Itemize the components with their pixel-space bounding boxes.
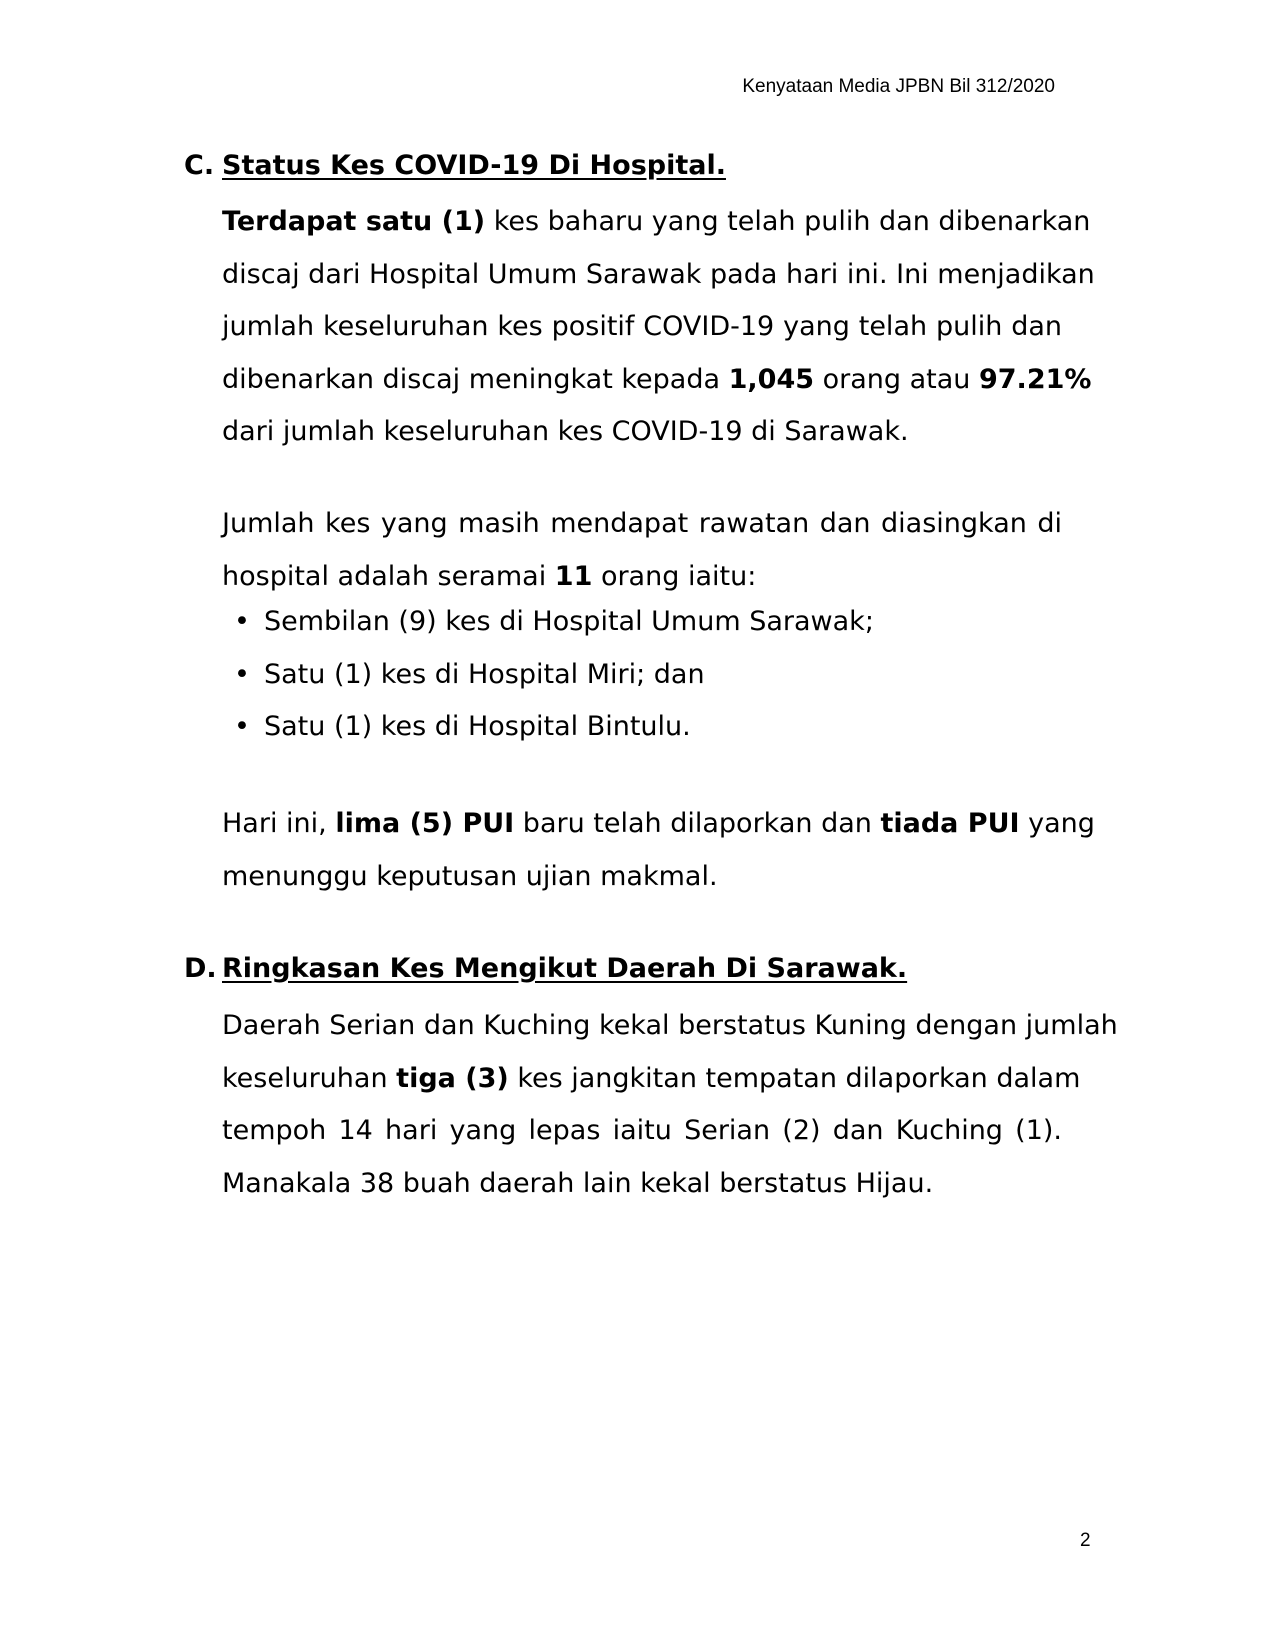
text-run: kes baharu yang telah pulih dan dibenarkan bbox=[485, 206, 1091, 237]
section-c-paragraph-3 bbox=[222, 798, 1095, 903]
text-run: dibenarkan discaj meningkat kepada bbox=[222, 363, 729, 395]
section-d-letter: D. bbox=[184, 953, 217, 984]
section-c-letter: C. bbox=[184, 150, 215, 181]
bold-phrase: Terdapat satu (1) bbox=[222, 206, 486, 237]
new-pui-count: lima (5) PUI bbox=[335, 808, 515, 839]
document-header: Kenyataan Media JPBN Bil 312/2020 bbox=[742, 76, 1055, 97]
list-item bbox=[222, 701, 874, 754]
text-line: tempoh 14 hari yang lepas iaitu Serian (2) dan Kuching (1). bbox=[222, 1115, 1062, 1146]
list-item bbox=[222, 596, 874, 649]
text-line bbox=[222, 1053, 1081, 1106]
text-run: hospital adalah seramai bbox=[222, 560, 555, 592]
text-line: menunggu keputusan ujian makmal. bbox=[222, 860, 718, 892]
section-c-title: Status Kes COVID-19 Di Hospital. bbox=[222, 150, 726, 181]
text-run: orang iaitu: bbox=[592, 560, 757, 592]
section-d-title: Ringkasan Kes Mengikut Daerah Di Sarawak. bbox=[222, 953, 908, 984]
section-c-paragraph-2 bbox=[222, 498, 1062, 603]
text-line: Manakala 38 buah daerah lain kekal berstatus Hijau. bbox=[222, 1167, 934, 1199]
text-line: Daerah Serian dan Kuching kekal berstatus Kuning dengan jumlah bbox=[222, 1010, 1118, 1041]
list-item bbox=[222, 649, 874, 702]
recovered-count: 1,045 bbox=[728, 363, 815, 395]
text-run: yang bbox=[1019, 808, 1095, 839]
text-line bbox=[222, 354, 1092, 407]
hospital-case-list bbox=[222, 596, 874, 754]
section-d-paragraph bbox=[222, 1000, 1118, 1210]
text-run: Hari ini, bbox=[222, 808, 336, 839]
text-run: baru telah dilaporkan dan bbox=[514, 808, 881, 839]
bullet-icon: • bbox=[234, 658, 250, 690]
text-line: discaj dari Hospital Umum Sarawak pada hari ini. Ini menjadikan bbox=[222, 258, 1095, 290]
hospitalised-count: 11 bbox=[554, 560, 593, 592]
text-line: dari jumlah keseluruhan kes COVID-19 di Sarawak. bbox=[222, 416, 909, 447]
text-run: orang atau bbox=[814, 363, 979, 395]
text-run: keseluruhan bbox=[222, 1062, 397, 1094]
text-run: kes jangkitan tempatan dilaporkan dalam bbox=[508, 1062, 1081, 1094]
list-item-text: Satu (1) kes di Hospital Miri; dan bbox=[264, 658, 705, 690]
text-line: jumlah keseluruhan kes positif COVID-19 yang telah pulih dan bbox=[222, 311, 1062, 342]
section-c-heading bbox=[184, 150, 726, 181]
local-case-count: tiga (3) bbox=[396, 1062, 509, 1094]
page-number: 2 bbox=[1080, 1530, 1091, 1551]
text-line bbox=[222, 798, 1095, 851]
bullet-icon: • bbox=[234, 711, 250, 742]
recovery-percentage: 97.21% bbox=[978, 363, 1092, 395]
section-c-paragraph-1 bbox=[222, 196, 1095, 459]
bullet-icon: • bbox=[234, 606, 250, 637]
pending-pui: tiada PUI bbox=[880, 808, 1020, 839]
text-line: Jumlah kes yang masih mendapat rawatan dan diasingkan di bbox=[222, 508, 1062, 539]
section-d-heading bbox=[184, 953, 907, 984]
list-item-text: Sembilan (9) kes di Hospital Umum Sarawak; bbox=[264, 606, 874, 637]
list-item-text: Satu (1) kes di Hospital Bintulu. bbox=[264, 711, 691, 742]
text-line bbox=[222, 196, 1091, 249]
